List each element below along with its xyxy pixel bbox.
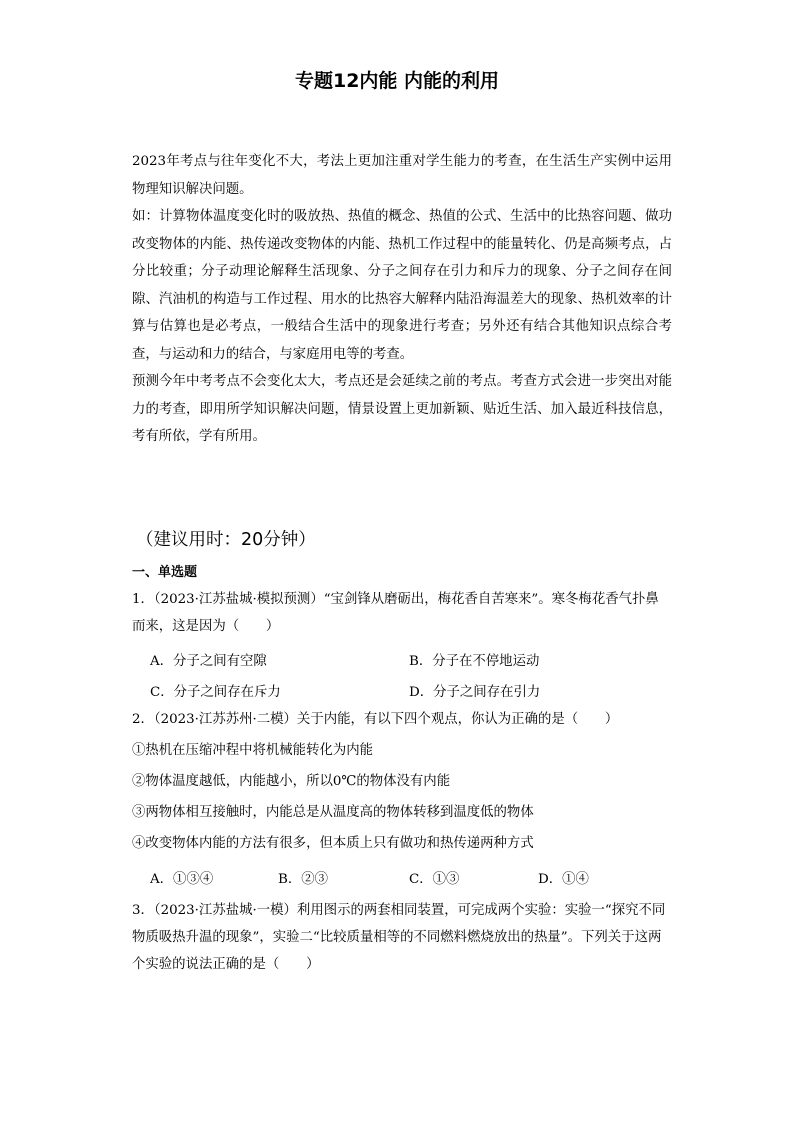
section-heading: 一、单选题 bbox=[132, 565, 198, 580]
intro-paragraph-2: 如：计算物体温度变化时的吸放热、热值的概念、热值的公式、生活中的比热容问题、做功改变物体的内能、热传递改变物体的内能、热机工作过程中的能量转化、仍是高频考点，占分比较重；分子动理论解释生活现象、分子之间存在引力和斥力的现象、分子之间存在间隙、汽油机的构造与工作过程、用水的比热容大解释内陆沿海温差大的现象、热机效率的计算与估算也是必考点，一般结合生活中的现象进行考查；另外还有结合其他知识点综合考查，与运动和力的结合，与家庭用电等的考查。 bbox=[132, 209, 672, 362]
question-2 bbox=[132, 706, 672, 857]
q2-option-d: D．①④ bbox=[538, 872, 589, 887]
intro-paragraph-1: 2023年考点与往年变化不大，考法上更加注重对学生能力的考查，在生活生产实例中运用物理知识解决问题。 bbox=[132, 154, 672, 197]
intro-section bbox=[132, 148, 672, 451]
question-3-text: 3．（2023·江苏盐城·一模）利用图示的两套相同装置，可完成两个实验：实验一“探究不同物质吸热升温的现象”，实验二“比较质量相等的不同燃料燃烧放出的热量”。下列关于这两个实验的说法正确的是（ ） bbox=[132, 903, 666, 972]
page-title: 专题12内能 内能的利用 bbox=[294, 70, 500, 92]
q2-statement-1: ①热机在压缩冲程中将机械能转化为内能 bbox=[132, 743, 374, 758]
q2-statement-2: ②物体温度越低，内能越小，所以0℃的物体没有内能 bbox=[132, 774, 451, 789]
q2-option-a: A．①③④ bbox=[150, 872, 214, 887]
q1-option-d: D．分子之间存在引力 bbox=[409, 685, 541, 700]
question-1-stem bbox=[132, 586, 672, 640]
q2-statement-3: ③两物体相互接触时，内能总是从温度高的物体转移到温度低的物体 bbox=[132, 805, 534, 820]
question-1-text: 1．（2023·江苏盐城·模拟预测）“宝剑锋从磨砺出，梅花香自苦寒来”。寒冬梅花香气扑鼻而来，这是因为（ ） bbox=[132, 592, 659, 634]
question-2-text: 2．（2023·江苏苏州·二模）关于内能，有以下四个观点，你认为正确的是（ ） bbox=[132, 712, 619, 727]
q1-option-b: B．分子在不停地运动 bbox=[409, 654, 540, 669]
q1-option-c: C．分子之间存在斥力 bbox=[150, 685, 281, 700]
q2-option-c: C．①③ bbox=[409, 872, 460, 887]
suggested-time: （建议用时：20分钟） bbox=[136, 530, 316, 550]
q2-option-b: B．②③ bbox=[278, 872, 329, 887]
intro-paragraph-3: 预测今年中考考点不会变化太大，考点还是会延续之前的考点。考查方式会进一步突出对能力的考查，即用所学知识解决问题，情景设置上更加新颖、贴近生活、加入最近科技信息，考有所依，学有所用。 bbox=[132, 374, 672, 444]
question-3 bbox=[132, 897, 672, 978]
q1-option-a: A．分子之间有空隙 bbox=[150, 654, 267, 669]
q2-statement-4: ④改变物体内能的方法有很多，但本质上只有做功和热传递两种方式 bbox=[132, 836, 534, 851]
